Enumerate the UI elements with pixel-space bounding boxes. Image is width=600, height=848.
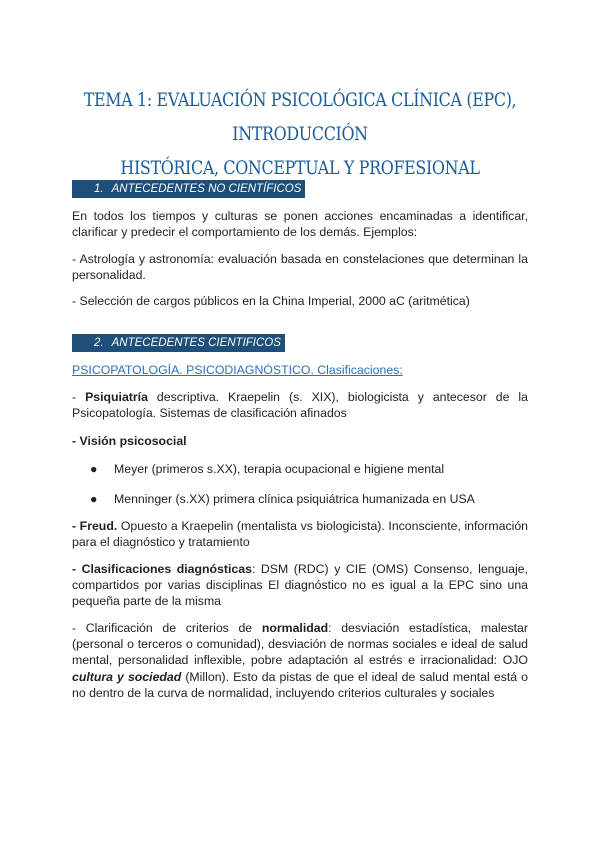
normalidad-bold: normalidad (261, 621, 329, 635)
bullet-text: Meyer (primeros s.XX), terapia ocupacional e higiene mental (114, 462, 445, 476)
section-2-heading (72, 334, 285, 352)
bullet-text: Menninger (s.XX) primera clínica psiquiátrica humanizada en USA (114, 492, 475, 506)
section-2-number: 2. (94, 337, 104, 349)
psiquiatria-bold: Psiquiatría (85, 390, 148, 404)
section-1-item-1: - Astrología y astronomía: evaluación basada en constelaciones que determinan la personalidad. (72, 252, 528, 283)
section-1-heading (72, 180, 305, 198)
normalidad-text-a: - Clarificación de criterios de (72, 621, 262, 635)
clasificaciones-bold: - Clasificaciones diagnósticas (72, 562, 252, 576)
section-1-intro: En todos los tiempos y culturas se ponen acciones encaminadas a identificar, clarificar y predecir el comportamiento de los demás. Ejemplos: (72, 209, 528, 240)
clasificaciones-text: : DSM (RDC) y CIE (OMS) Consenso, lenguaje, compartidos por varias disciplinas El diagnóstico no es igual a la EPC sino una pequeña parte de la misma (72, 562, 528, 609)
page-title (76, 84, 523, 186)
freud-text: Opuesto a Kraepelin (mentalista vs biologicista). Inconsciente, información para el diagnóstico y tratamiento (72, 519, 529, 550)
vision-psicosocial-heading (72, 433, 528, 449)
vision-psicosocial-bold: - Visión psicosocial (72, 434, 187, 448)
title-line-2: HISTÓRICA, CONCEPTUAL Y PROFESIONAL (120, 158, 480, 179)
cultura-sociedad-bold-italic: cultura y sociedad (72, 669, 182, 684)
section-1-number: 1. (94, 183, 104, 195)
section-1-title: ANTECEDENTES NO CIENTÍFICOS (111, 183, 302, 195)
title-line-1: TEMA 1: EVALUACIÓN PSICOLÓGICA CLÍNICA (EPC), INTRODUCCIÓN (83, 90, 517, 145)
normalidad-paragraph (72, 620, 528, 701)
clasificaciones-paragraph (72, 561, 528, 610)
freud-paragraph (72, 518, 528, 550)
bullet-item-meyer (90, 461, 530, 477)
psiquiatria-paragraph (72, 389, 528, 421)
section-2-title: ANTECEDENTES CIENTIFICOS (111, 337, 281, 349)
normalidad-text-c: (Millon). Esto da pistas de que el ideal de salud mental está o no dentro de la curva de normalidad, incluyendo criterios culturales y sociales (72, 669, 528, 700)
psiquiatria-text: descriptiva. Kraepelin (s. XIX), biologicista y antecesor de la Psicopatología. Sistemas de clasificación afinados (72, 390, 528, 421)
normalidad-text-b: : desviación estadística, malestar (personal o terceros o comunidad), desviación de normas sociales e ideal de salud mental, personalidad inflexible, pobre adaptación al estrés e irracionalidad: OJO (72, 621, 528, 668)
freud-bold: - Freud. (72, 519, 118, 533)
section-1-item-2: - Selección de cargos públicos en la China Imperial, 2000 aC (aritmética) (72, 294, 470, 308)
bullet-item-menninger (90, 491, 530, 507)
bullet-dot-icon: ● (90, 462, 98, 476)
section-2-subheading: PSICOPATOLOGÍA. PSICODIAGNÓSTICO. Clasificaciones: (72, 363, 403, 377)
bullet-dot-icon: ● (90, 492, 98, 506)
psiquiatria-prefix: - (72, 390, 86, 404)
